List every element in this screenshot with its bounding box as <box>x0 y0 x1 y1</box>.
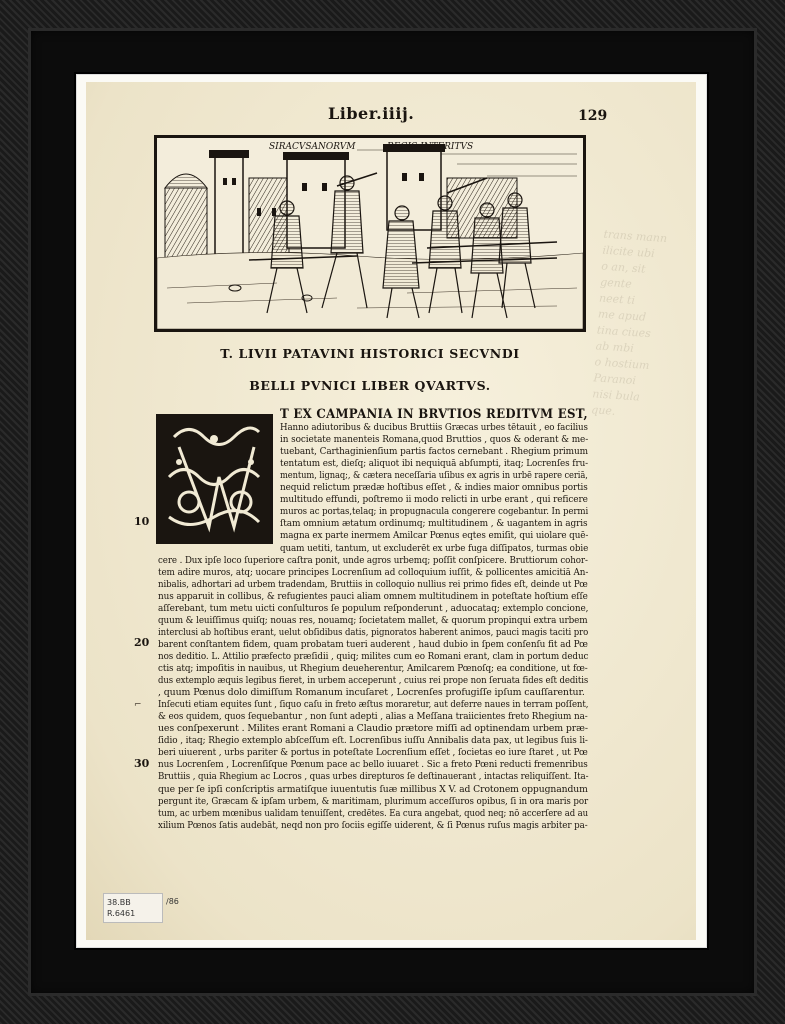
text-line: magna ex parte inermem Amilcar Pœnus eqtes emiſit, qui uiolare quē- <box>280 530 589 542</box>
page-number: 129 <box>578 108 608 124</box>
collection-label-suffix: /86 <box>166 897 179 906</box>
text-line: quam uetiti, tantum, ut excluderēt ex urbe fuga diſſipatos, turmas obie <box>280 542 589 554</box>
text-line: nos deditio. L. Attilio præfecto præſidii , quiq; milites cum eo Romani erant, clam in portum deduc <box>158 650 589 662</box>
margin-number-20: 20 <box>134 636 150 649</box>
margin-mark: ⌐ <box>134 700 142 710</box>
text-line: tuebant, Carthaginienſium partis factos cernebant . Rhegium primum <box>280 446 588 458</box>
text-line: Inſecuti etiam equites ſunt , ſiquo caſu in freto æſtus moraretur, aut deferre naues in terram poſſent, <box>158 699 589 711</box>
text-line: nus Locrenſem , Locrenſiſque Pœnum pace ac bello iuuaret . Sic a freto Pœni reducti fremenribus <box>158 759 588 771</box>
text-line: Hanno adiutoribus & ducibus Bruttiis Græcas urbes tētauit , eo facilius <box>280 422 588 433</box>
decorated-initial <box>156 414 273 544</box>
text-line: cere . Dux ipſe loco ſuperiore caſtra ponit, unde agros urbemq; poſſit conſpicere. Bruttiorum cohor- <box>158 554 588 566</box>
text-line: pergunt ite, Græcam & ipſam urbem, & maritimam, plurimum acceſſuros opibus, ſi in ora maris por <box>158 795 589 807</box>
text-line: beri uiuerent , urbs pariter & portus in poteſtate Locrenſium eſſet , ſocietas eo iure ſtaret , ut Pœ <box>158 747 588 759</box>
collection-label <box>103 893 163 923</box>
text-line: ctis atq; impoſitis in nauibus, ut Rhegium deueherentur, Amilcarem Pœnoſq; ea conditione, ut fœ- <box>158 663 588 674</box>
woodcut-illustration <box>154 135 586 332</box>
text-line: barent conſtantem fidem, quam probatam tueri auderent , haud dubio in ſpem conſenſu fit ad Pœ <box>158 638 588 650</box>
woodcut-caption-right: REGIS INTERITVS <box>387 142 474 152</box>
text-line: tem adire muros, atq; uocare principes Locrenſium ad colloquium iuſſit, & pollicentes amicitiā An- <box>158 566 589 578</box>
text-line: nibalis, adhortari ad urbem tradendam, Bruttiis in colloquio nullius rei primo fides eſt, deinde ut Pœ <box>158 578 588 590</box>
text-line: aſſerebant, tum metu uicti conſulturos ſe populum reſponderunt , aduocataq; extemplo concione, <box>158 602 589 614</box>
text-line: tentatum est, dieſq; aliquot ibi nequiquā abſumpti, itaq; Locrenſes fru- <box>280 458 589 470</box>
chapter-heading-line-2: BELLI PVNICI LIBER QVARTVS. <box>249 378 491 393</box>
text-line: muros ac portas,telaq; in propugnacula congerere cogebantur. In permi <box>280 506 589 518</box>
woodcut-caption-left: SIRACVSANORVM <box>269 142 356 152</box>
chapter-heading-line-1: T. LIVII PATAVINI HISTORICI SECVNDI <box>220 346 520 361</box>
text-line: nequid relictum prædæ hoſtibus eſſet , & indies maior omnibus portis <box>280 482 588 494</box>
text-line: quum & leuiſſimus quiſq; nouas res, nouamq; ſocietatem mallet, & quorum propinqui extra urbem <box>158 614 588 626</box>
text-line: multitudo effundi, poſtremo ii modo relicti in urbe erant , qui reficere <box>280 494 588 506</box>
text-line: , quum Pœnus dolo dimiſſum Romanum incuſaret , Locrenſes profugiſſe ipſum cauſſarentur. <box>158 687 585 699</box>
text-line: xilium Pœnos ſatis audebāt, neqd non pro ſociis egiſſe uiderent, & ſi Pœnus ruſus magis arbiter pa- <box>158 819 588 831</box>
collection-label-line-2: R.6461 <box>107 909 136 918</box>
text-line: ues conſpexerunt . Milites erant Romani a Claudio prætore miſſi ad optinendam urbem præ- <box>158 723 588 735</box>
bleed-through-text: trans mann ilicite ubi o an, sit gente neet ti me apud tina ciues ab mbi o hostium Paranoi nisi bula que. <box>590 227 668 418</box>
opening-line: T EX CAMPANIA IN BRVTIOS REDITVM EST, <box>280 407 588 422</box>
text-line: tum, ac urbem mœnibus ualidam tenuiſſent, credētes. Ea cura angebat, quod neq; nō accerſere ad au <box>158 807 589 819</box>
text-line: interclusi ab hoſtibus erant, uelut obſidibus datis, pignoratos haberent animos, pauci magis taciti pro <box>158 626 589 638</box>
text-line: dus extemplo æquis legibus fieret, in urbem acceperunt , cuius rei prope non ſeruata fides eſt deditis <box>158 675 589 687</box>
text-line: & eos quidem, quos ſequebantur , non ſunt adepti , alias a Meſſana traiicientes freto Rhegium na- <box>158 711 588 723</box>
margin-number-30: 30 <box>134 757 150 770</box>
text-line: nus apparuit in collibus, & refugientes pauci aliam omnem multitudinem in poteſtate hoſtium eſſe <box>158 590 588 602</box>
text-line: in societate manenteis Romana,quod Bruttios , quos & oderant & me- <box>280 434 589 446</box>
text-line: ſtam omnium ætatum ordinumq; multitudinem , & uagantem in agris <box>280 518 588 530</box>
text-line: mentum, lignaq;, & cætera neceſſaria uſibus ex agris in urbē rapere ceriā, <box>280 470 588 482</box>
page-header-title: Liber.iiij. <box>328 104 415 123</box>
text-line: Bruttiis , quia Rhegium ac Locros , quas urbes direpturos ſe deſtinauerant , intactas reliquiſſent. Ita- <box>158 771 589 783</box>
margin-number-10: 10 <box>134 515 150 528</box>
collection-label-line-1: 38.BB <box>107 898 131 907</box>
text-line: ſidio , itaq; Rhegio extemplo abſceſſum eſt. Locrenſibus iuſſu Annibalis data pax, ut legibus ſuis li- <box>158 735 588 747</box>
text-line: que per ſe ipſi conſcriptis armatiſque iuuentutis ſuæ millibus X V. ad Crotonem oppugnandum <box>158 783 588 795</box>
